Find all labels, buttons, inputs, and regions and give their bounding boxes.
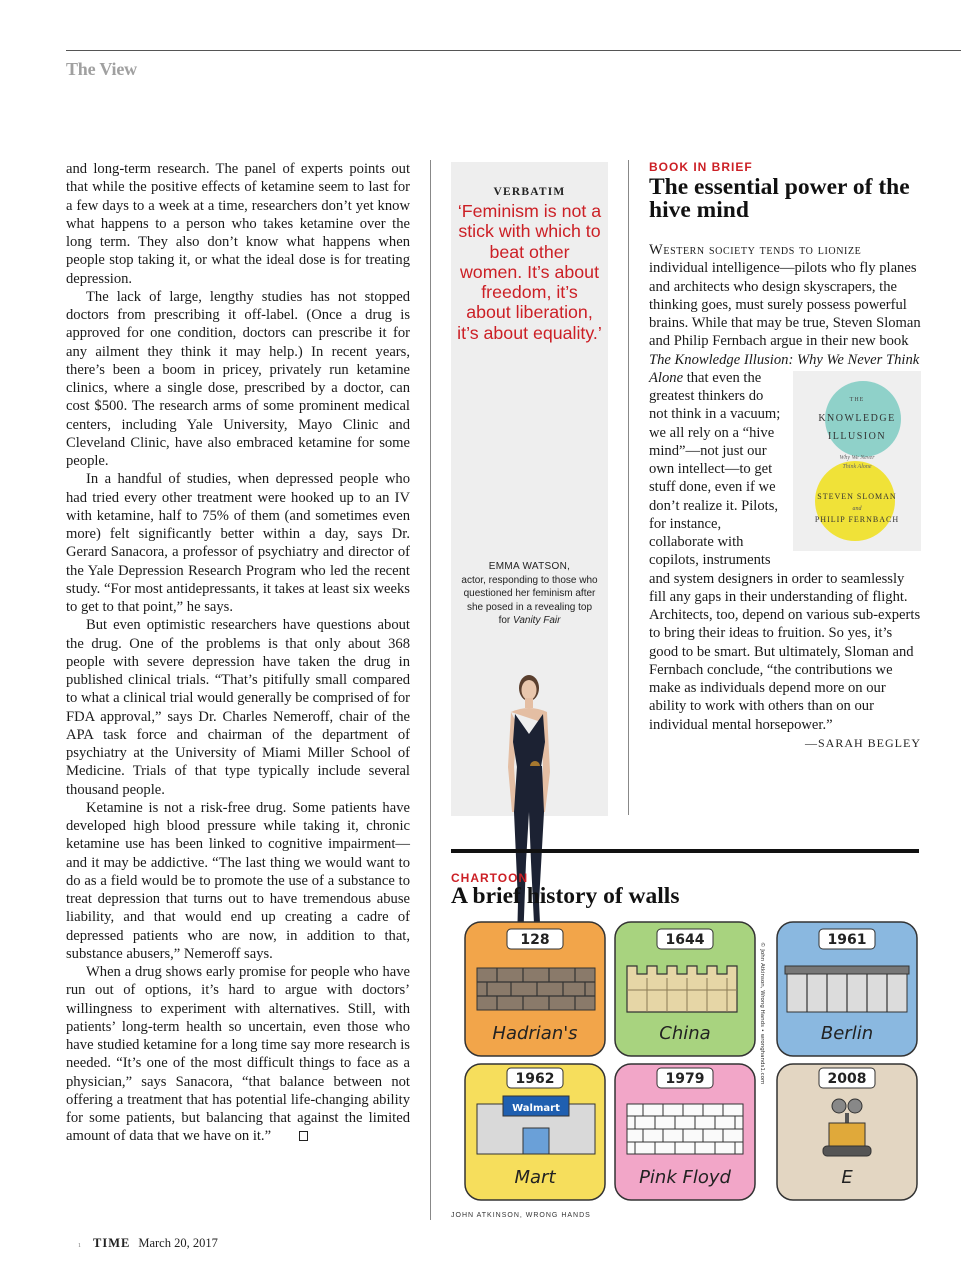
folio: 1 [78, 1243, 81, 1249]
chartoon-rule [451, 849, 919, 853]
panel-year-5: 1979 [665, 1071, 705, 1087]
book-cover [793, 371, 921, 551]
chartoon-kicker: CHARTOON [451, 871, 529, 885]
cover-subtitle-1: Why We Never [839, 454, 875, 461]
article-paragraph: The lack of large, lengthy studies has not stopped doctors from prescribing it off-label. (Once a drug is approved for one condition, doctors can prescribe it for any ailment they think it may help.) In recent years, there’s been a boom in pricey, privately run ketamine clinics, where a single dose, prescribed by a doctor, can cost $500. The research arms of some prominent medical centers, including Yale University, Mayo Clinic and Cleveland Clinic, have also embraced ketamine for some people. [66, 288, 410, 469]
cartoon-credit: JOHN ATKINSON, WRONG HANDS [451, 1212, 591, 1219]
book-in-brief-body [649, 241, 921, 734]
cartoon-panel-hadrians [465, 922, 605, 1056]
panel-name-2: China [659, 1023, 711, 1044]
panel-name-6: E [841, 1167, 853, 1188]
top-rule [66, 50, 961, 51]
verbatim-quote: ‘Feminism is not a stick with which to beat other women. It’s about freedom, it’s about liberation, it’s about equality.’ [457, 201, 602, 343]
article-paragraph-last [66, 963, 410, 1146]
column-divider-right [628, 160, 629, 815]
body-text-1: individual intelligence—pilots who fly planes and architects who design skyscrapers, the thinking goes, must surely possess powerful brains. While that may be true, Steven Sloman and Philip Fernbach argue in their new book [649, 260, 921, 350]
column-divider [430, 160, 431, 1220]
panel-year-2: 1644 [665, 932, 705, 948]
cartoon-copyright: © John Atkinson, Wrong Hands • wronghands1.com [759, 942, 765, 1085]
cartoon-panel-berlin [777, 922, 917, 1056]
cover-author-2: PHILIP FERNBACH [814, 514, 900, 524]
walmart-sign: Walmart [512, 1103, 560, 1114]
verbatim-label: VERBATIM [493, 186, 566, 198]
article-paragraph: In a handful of studies, when depressed people who had tried every other treatment were hooked up to an IV with ketamine, half to 75% of them (and sometimes even more) felt significantly better within a day, says Dr. Gerard Sanacora, a professor of psychiatry and director of the Yale Depression Research Program who led the recent study. “For most antidepressants, it takes at least six weeks to get to that point,” he says. [66, 471, 410, 615]
panel-name-3: Berlin [820, 1023, 874, 1044]
verbatim-attribution [461, 560, 598, 628]
cartoon-panel-pink-floyd [615, 1064, 755, 1200]
byline: —SARAH BEGLEY [804, 735, 921, 750]
lead-in: Western society tends to lionize [649, 242, 862, 258]
cover-and: and [852, 505, 862, 512]
panel-year-1: 128 [520, 932, 550, 948]
article-paragraph-text: When a drug shows early promise for people who have run out of options, it’s hard to argue with doctors’ willingness to experiment with alternatives. Still, with patients’ long-term health so uncertain, even those who have studied ketamine for a long time say more research is needed. “It’s one of the most difficult things to face as a physician,” says Sanacora, “that balance between not offering a treatment that has potential life-changing ability for some patients, but balancing that against the limited amount of data that we have on it.” [66, 964, 410, 1145]
cover-title-1: KNOWLEDGE [818, 412, 896, 424]
footer-date: March 20, 2017 [138, 1236, 218, 1250]
footer-brand: TIME [93, 1236, 131, 1250]
speaker-name: EMMA WATSON, [488, 561, 571, 572]
panel-year-3: 1961 [827, 932, 867, 948]
panel-year-4: 1962 [515, 1071, 555, 1087]
article-paragraph: But even optimistic researchers have questions about the drug. One of the problems is that only about 368 people with severe depression have taken the drug in published clinical trials. “That’s pitifully small compared to what a clinical trial would generally be comprised of for FDA approval,” says Dr. Charles Nemeroff, chair of the APA task force and chairman of the department of psychiatry at the University of Miami Miller School of Medicine. Trials of that type typically include several thousand people. [66, 617, 410, 798]
panel-name-4: Mart [514, 1167, 556, 1188]
panel-name-1: Hadrian's [492, 1023, 578, 1044]
page-footer [78, 1236, 218, 1251]
book-title-inline: The Knowledge Illusion: Why We Never Think Alone [649, 351, 920, 386]
panel-name-5: Pink Floyd [639, 1167, 731, 1188]
book-in-brief-title: The essential power of the hive mind [649, 174, 910, 223]
article-body [66, 160, 410, 1146]
attribution-text: actor, responding to those who questioned her feminism after she posed in a revealing top for [461, 574, 598, 626]
cover-author-1: STEVEN SLOMAN [817, 491, 897, 501]
panel-year-6: 2008 [827, 1071, 867, 1087]
book-in-brief-kicker: BOOK IN BRIEF [649, 160, 753, 174]
cartoon-panel-wall-e [777, 1064, 917, 1200]
verbatim-box [451, 162, 608, 816]
section-label: The View [66, 59, 137, 79]
chartoon-title: A brief history of walls [451, 883, 680, 909]
cover-subtitle-2: Think Alone [842, 463, 872, 470]
body-text-2: that even the greatest thinkers do not think in a vacuum; we all rely on a “hive mind”—not just our own intellect—to get stuff done, even if we don’t realize it. Pilots, for instance, collaborate with copilots, instruments and system designers in order to seamlessly fill any gaps in their understanding of flight. Architects, too, depend on various sub-experts to bring their ideas to fruition. So yes, it’s good to be smart. But ultimately, Sloman and Fernbach conclude, “the contributions we make as individuals depend more on our ability to work with others than on our individual mental horsepower.” [649, 369, 921, 733]
article-paragraph: and long-term research. The panel of experts points out that while the positive effects of ketamine seem to last for a few days to a week at a time, researchers don’t yet know what happens to a person who takes ketamine over the long term. They also don’t know what happens when people stop taking it, or what the ideal dose is for treating depression. [66, 161, 410, 287]
cartoon-panel-china [615, 922, 755, 1056]
book-cover-art [793, 371, 921, 551]
cover-title-2: ILLUSION [827, 430, 887, 442]
publication-name: Vanity Fair [513, 615, 561, 626]
cover-the: THE [849, 396, 865, 403]
cartoon-panel-mart [465, 1064, 605, 1200]
end-mark-icon [299, 1131, 308, 1141]
article-paragraph: Ketamine is not a risk-free drug. Some patients have developed high blood pressure while taking it, chronic ketamine use has been linked to cognitive impairment—and it may be addictive. “The last thing we would want to do as a field would be to promote the use of a substance to treat depression that turns out to have tremendous abuse liability, and that would end up creating a cadre of depressed patients who are now, in addition to that, substance abusers,” Nemeroff says. [66, 799, 410, 962]
cartoon-grid [463, 918, 921, 1208]
book-in-brief [649, 160, 921, 751]
